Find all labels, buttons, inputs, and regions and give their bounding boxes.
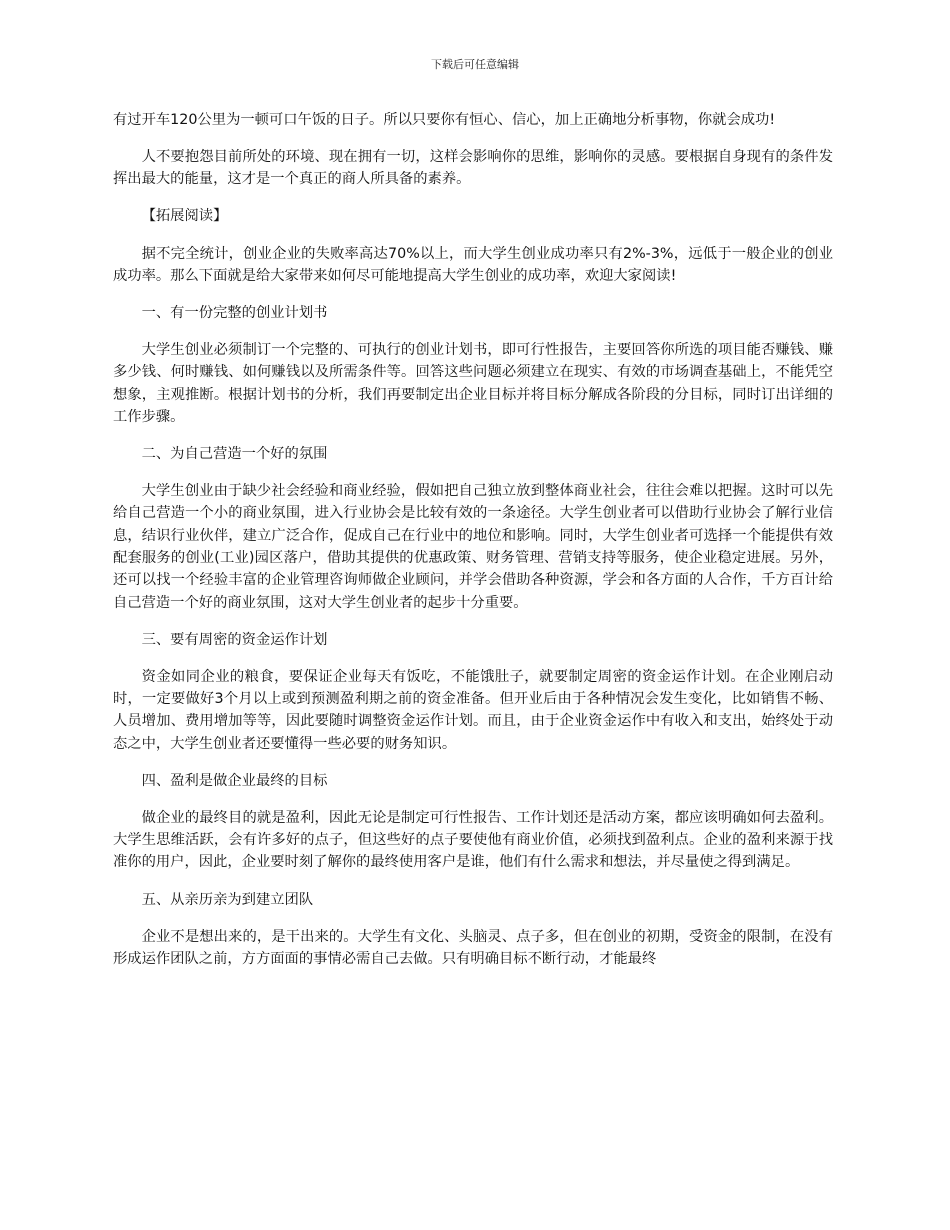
document-body <box>113 109 833 985</box>
page-header-note: 下载后可任意编辑 <box>431 58 519 71</box>
section-heading-4: 四、盈利是做企业最终的目标 <box>141 772 328 789</box>
paragraph-statistics: 据不完全统计，创业企业的失败率高达70%以上，而大学生创业成功率只有2%-3%，远低于一般企业的创业成功率。那么下面就是给大家带来如何尽可能地提高大学生创业的成功率，欢迎大家阅读! <box>113 245 833 284</box>
paragraph-environment: 人不要抱怨目前所处的环境、现在拥有一切，这样会影响你的思维，影响你的灵感。要根据自身现有的条件发挥出最大的能量，这才是一个真正的商人所具备的素养。 <box>113 149 833 188</box>
paragraph-funding: 资金如同企业的粮食，要保证企业每天有饭吃，不能饿肚子，就要制定周密的资金运作计划。在企业刚启动时，一定要做好3个月以上或到预测盈利期之前的资金准备。但开业后由于各种情况会发生变化，比如销售不畅、人员增加、费用增加等等，因此要随时调整资金运作计划。而且，由于企业资金运作中有收入和支出，始终处于动态之中，大学生创业者还要懂得一些必要的财务知识。 <box>113 668 833 752</box>
paragraph-team: 企业不是想出来的，是干出来的。大学生有文化、头脑灵、点子多，但在创业的初期，受资金的限制，在没有形成运作团队之前，方方面面的事情必需自己去做。只有明确目标不断行动，才能最终 <box>113 928 833 967</box>
paragraph-opening: 有过开车120公里为一顿可口午饭的日子。所以只要你有恒心、信心，加上正确地分析事物，你就会成功! <box>113 112 776 128</box>
section-heading-1: 一、有一份完整的创业计划书 <box>141 304 328 321</box>
section-heading-5: 五、从亲历亲为到建立团队 <box>141 891 314 908</box>
paragraph-atmosphere: 大学生创业由于缺少社会经验和商业经验，假如把自己独立放到整体商业社会，往往会难以把握。这时可以先给自己营造一个小的商业氛围，进入行业协会是比较有效的一条途径。大学生创业者可以借助行业协会了解行业信息，结识行业伙伴，建立广泛合作，促成自己在行业中的地位和影响。同时，大学生创业者可选择一个能提供有效配套服务的创业(工业)园区落户，借助其提供的优惠政策、财务管理、营销支持等服务，使企业稳定进展。另外，还可以找一个经验丰富的企业管理咨询师做企业顾问，并学会借助各种资源，学会和各方面的人合作，千方百计给自己营造一个好的商业氛围，这对大学生创业者的起步十分重要。 <box>113 483 833 611</box>
paragraph-business-plan: 大学生创业必须制订一个完整的、可执行的创业计划书，即可行性报告，主要回答你所选的项目能否赚钱、赚多少钱、何时赚钱、如何赚钱以及所需条件等。回答这些问题必须建立在现实、有效的市场调查基础上，不能凭空想象，主观推断。根据计划书的分析，我们再要制定出企业目标并将目标分解成各阶段的分目标，同时订出详细的工作步骤。 <box>113 342 833 425</box>
section-heading-extended-reading: 【拓展阅读】 <box>141 208 228 225</box>
section-heading-3: 三、要有周密的资金运作计划 <box>141 631 328 648</box>
section-heading-2: 二、为自己营造一个好的氛围 <box>141 446 328 463</box>
paragraph-profit: 做企业的最终目的就是盈利，因此无论是制定可行性报告、工作计划还是活动方案，都应该明确如何去盈利。大学生思维活跃，会有许多好的点子，但这些好的点子要使他有商业价值，必须找到盈利点。企业的盈利来源于找准你的用户，因此，企业要时刻了解你的最终使用客户是谁，他们有什么需求和想法，并尽量使之得到满足。 <box>113 809 833 871</box>
